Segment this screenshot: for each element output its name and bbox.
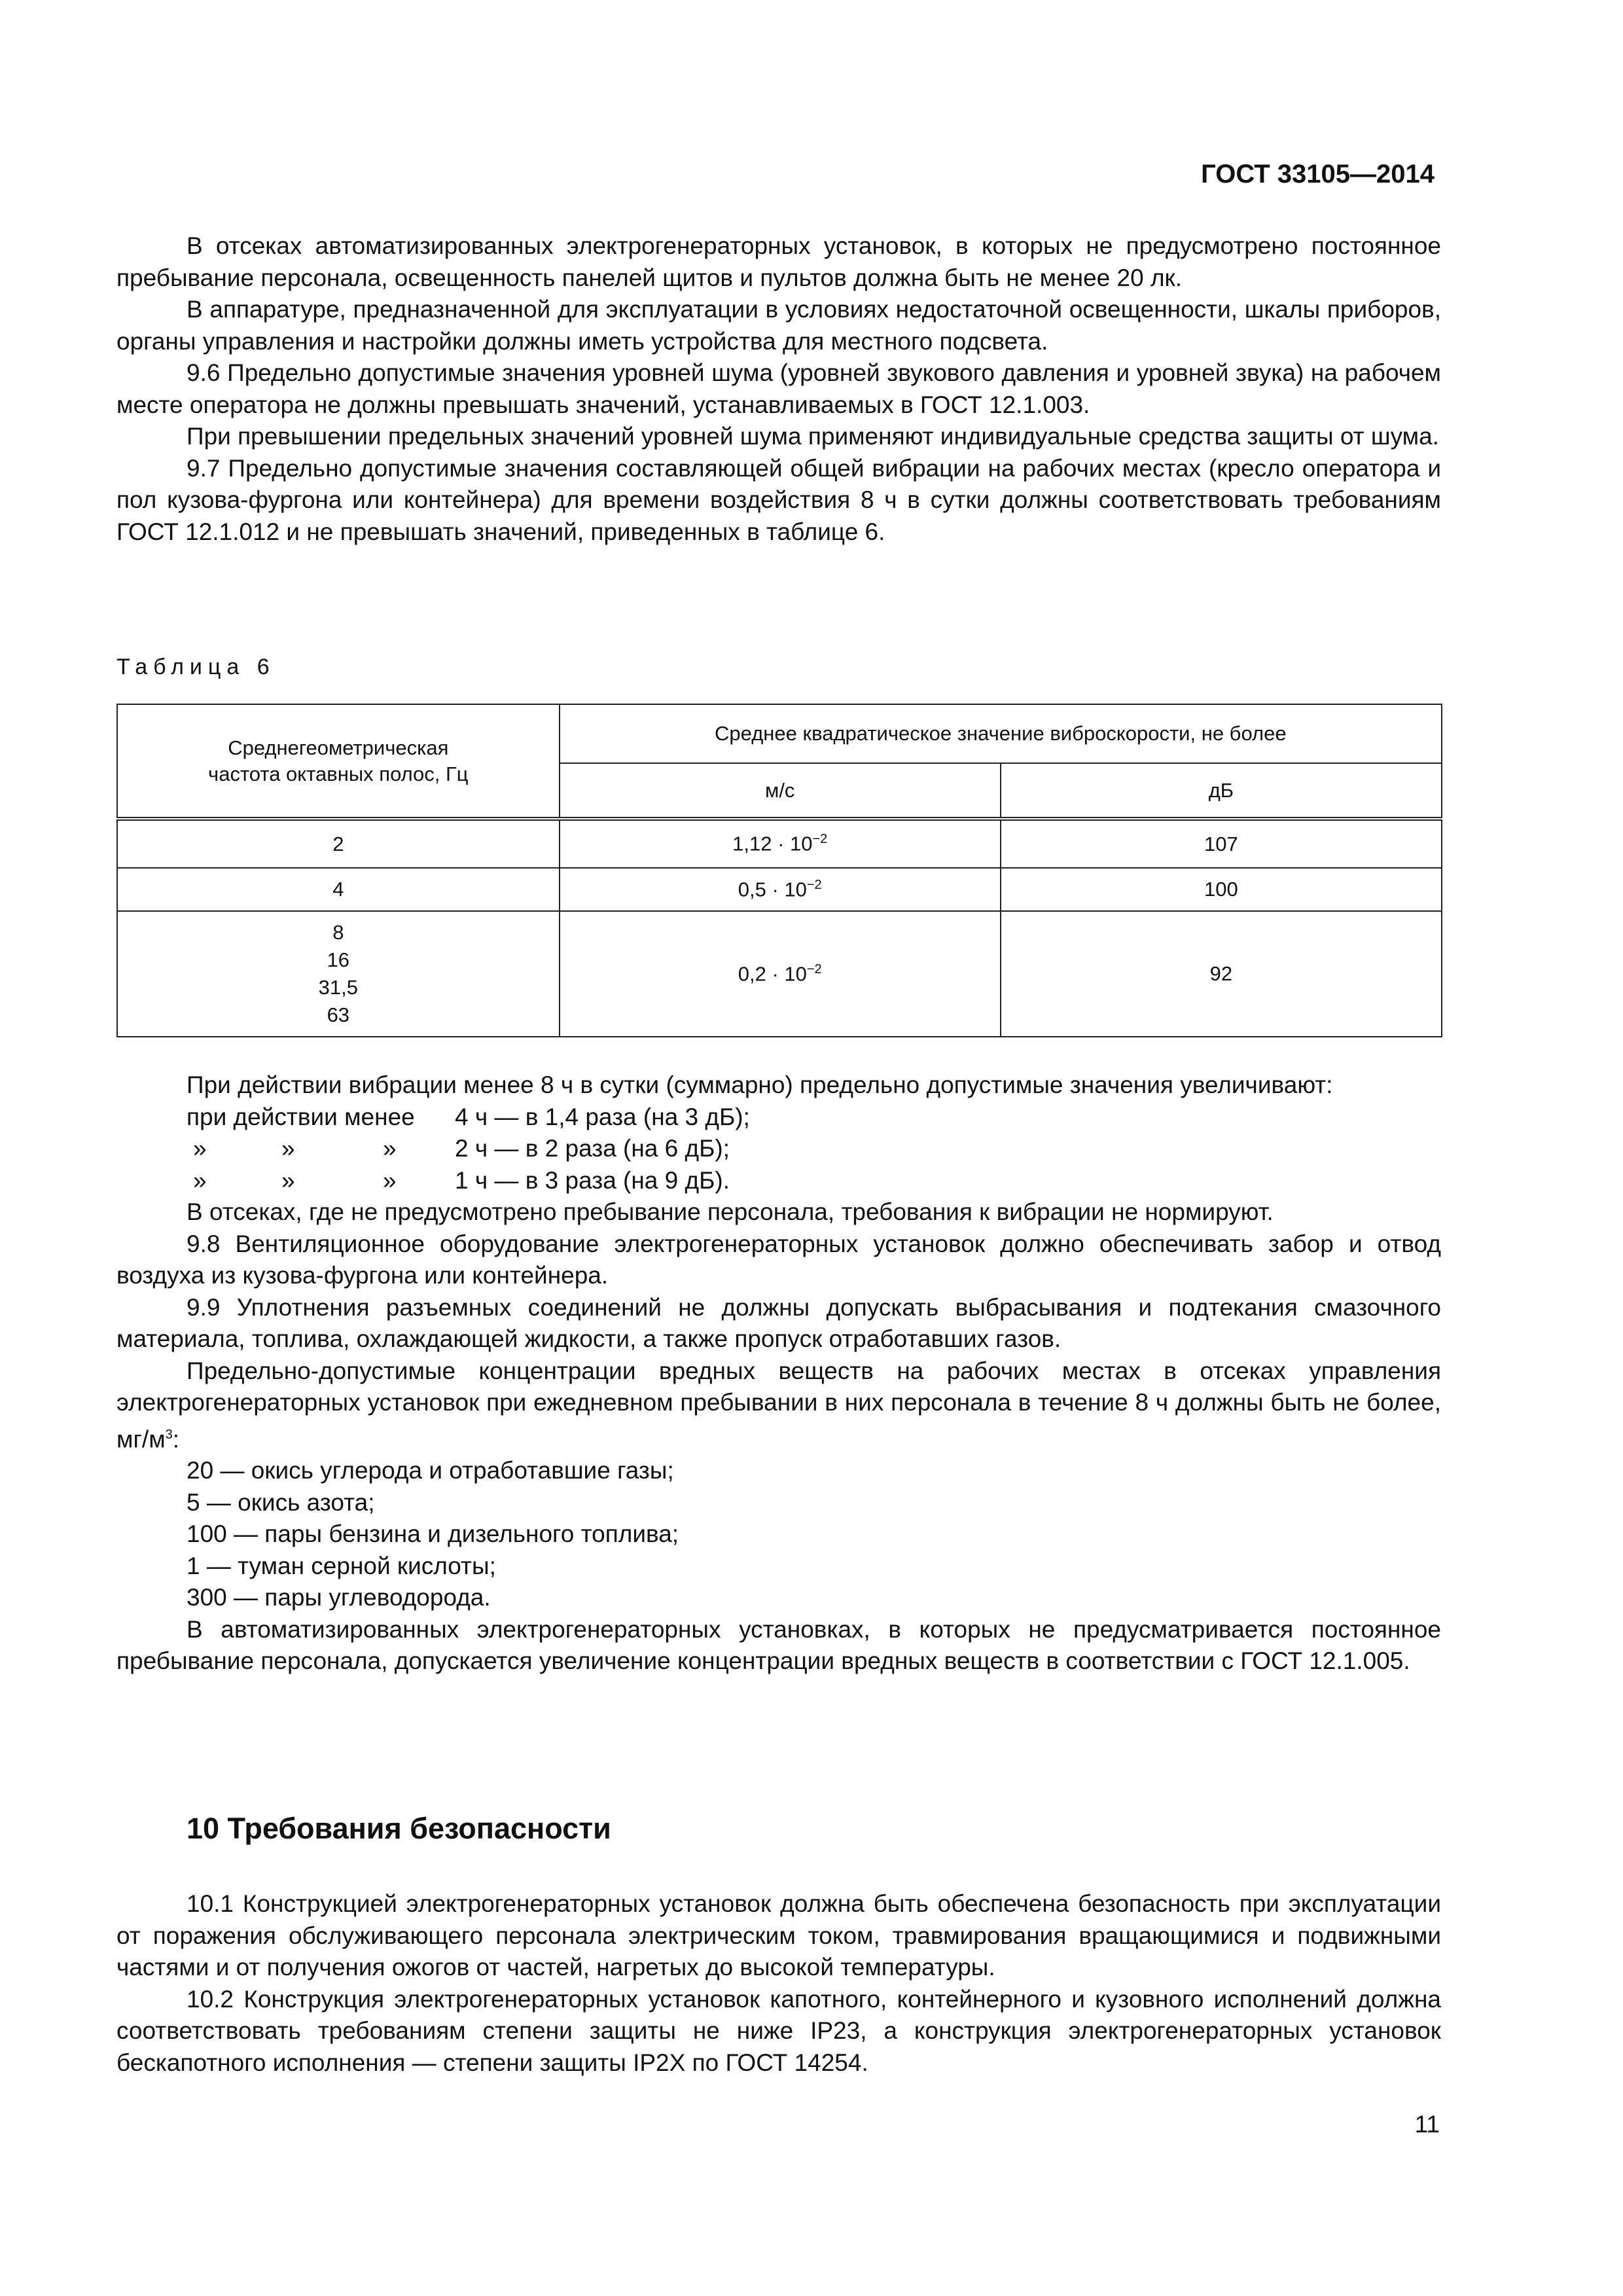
table-caption: Таблица 6 xyxy=(116,655,276,679)
ms-cell: $0,2 \cdot 10^{-2}$ xyxy=(560,911,1001,1037)
paragraph: В аппаратуре, предназначенной для эксплуатации в условиях недостаточной освещенности, шкалы приборов, органы управления и настройки должны иметь устройства для местного подсвета. xyxy=(116,296,1441,355)
page-number: 11 xyxy=(1414,2111,1440,2138)
list-item: 100 — пары бензина и дизельного топлива; xyxy=(187,1520,679,1548)
paragraph-9-8: 9.8 Вентиляционное оборудование электрогенераторных установок должно обеспечивать забор и отвод воздуха из кузова-фургона или контейнера. xyxy=(116,1230,1441,1289)
list-item: 20 — окись углерода и отработавшие газы; xyxy=(187,1457,674,1484)
ms-cell: $1,12 \cdot 10^{-2}$ xyxy=(560,819,1001,868)
paragraph: В отсеках автоматизированных электрогенераторных установок, в которых не предусмотрено постоянное пребывание персонала, освещенность панелей щитов и пультов должна быть не менее 20 лк. xyxy=(116,232,1441,291)
db-cell: 107 xyxy=(1001,819,1442,868)
paragraph-10-1: 10.1 Конструкцией электрогенераторных установок должна быть обеспечена безопасность при эксплуатации от поражения обслуживающего персонала электрическим током, травмирования вращающимися и подвижными частями и от получения ожогов от частей, нагретых до высокой температуры. xyxy=(116,1890,1441,1981)
db-cell: 92 xyxy=(1001,911,1442,1037)
list-item: » » » 2 ч — в 2 раза (на 6 дБ); xyxy=(193,1135,730,1162)
table-row xyxy=(117,868,1442,911)
sub-header-db: дБ xyxy=(1001,763,1442,819)
section-heading: 10 Требования безопасности xyxy=(187,1812,611,1845)
ms-cell: $0,5 \cdot 10^{-2}$ xyxy=(560,868,1001,911)
paragraph-9-9: 9.9 Уплотнения разъемных соединений не должны допускать выбрасывания и подтекания смазочного материала, топлива, охлаждающей жидкости, а также пропуск отработавших газов. xyxy=(116,1293,1441,1352)
text-block-lighting-noise xyxy=(116,230,1441,548)
list-item: 300 — пары углеводорода. xyxy=(187,1584,491,1611)
paragraph-9-7: 9.7 Предельно допустимые значения составляющей общей вибрации на рабочих местах (кресло оператора и пол кузова-фургона или контейнера) для времени воздействия 8 ч в сутки должны соответствовать требованиям ГОСТ 12.1.012 и не превышать значений, приведенных в таблице 6. xyxy=(116,454,1441,545)
list-item: 1 — туман серной кислоты; xyxy=(187,1552,496,1579)
db-cell: 100 xyxy=(1001,868,1442,911)
table-row xyxy=(117,819,1442,868)
vibration-reduction-list xyxy=(116,1102,1441,1197)
col-header-frequency: Среднегеометрическая частота октавных полос, Гц xyxy=(117,704,560,819)
document-header: ГОСТ 33105—2014 xyxy=(1201,160,1435,188)
paragraph: В автоматизированных электрогенераторных установках, в которых не предусматривается постоянное пребывание персонала, допускается увеличение концентрации вредных веществ в соответствии с ГОСТ 12.1.005. xyxy=(116,1615,1441,1675)
paragraph-10-2: 10.2 Конструкция электрогенераторных установок капотного, контейнерного и кузовного исполнений должна соответствовать требованиям степени защиты не ниже IP23, а конструкция электрогенераторных установок бескапотного исполнения — степени защиты IP2X по ГОСТ 14254. xyxy=(116,1985,1441,2076)
paragraph: При действии вибрации менее 8 ч в сутки (суммарно) предельно допустимые значения увеличивают: xyxy=(187,1071,1333,1098)
freq-cell: 4 xyxy=(117,868,560,911)
list-item: » » » 1 ч — в 3 раза (на 9 дБ). xyxy=(193,1166,730,1194)
paragraph-9-6: 9.6 Предельно допустимые значения уровней шума (уровней звукового давления и уровней звука) на рабочем месте оператора не должны превышать значений, устанавливаемых в ГОСТ 12.1.003. xyxy=(116,359,1441,418)
paragraph: В отсеках, где не предусмотрено пребывание персонала, требования к вибрации не нормируют. xyxy=(187,1198,1274,1225)
freq-cell: 8 16 31,5 63 xyxy=(117,911,560,1037)
table-row xyxy=(117,911,1442,1037)
text-block-safety xyxy=(116,1888,1441,2079)
sub-header-ms: м/с xyxy=(560,763,1001,819)
vibration-table xyxy=(116,704,1442,1037)
paragraph-concentrations: Предельно-допустимые концентрации вредных веществ на рабочих местах в отсеках управления электрогенераторных установок при ежедневном пребывании в них персонала в течение 8 ч должны быть не более, $мг/м^3$: xyxy=(116,1357,1441,1452)
group-header-velocity: Среднее квадратическое значение виброскорости, не более xyxy=(560,704,1442,763)
concentration-list xyxy=(116,1455,1441,1614)
freq-cell: 2 xyxy=(117,819,560,868)
text-block-vibration-air xyxy=(116,1069,1441,1677)
list-item: при действии менее 4 ч — в 1,4 раза (на 3 дБ); xyxy=(187,1103,750,1130)
list-item: 5 — окись азота; xyxy=(187,1488,375,1516)
paragraph: При превышении предельных значений уровней шума применяют индивидуальные средства защиты от шума. xyxy=(187,423,1439,450)
